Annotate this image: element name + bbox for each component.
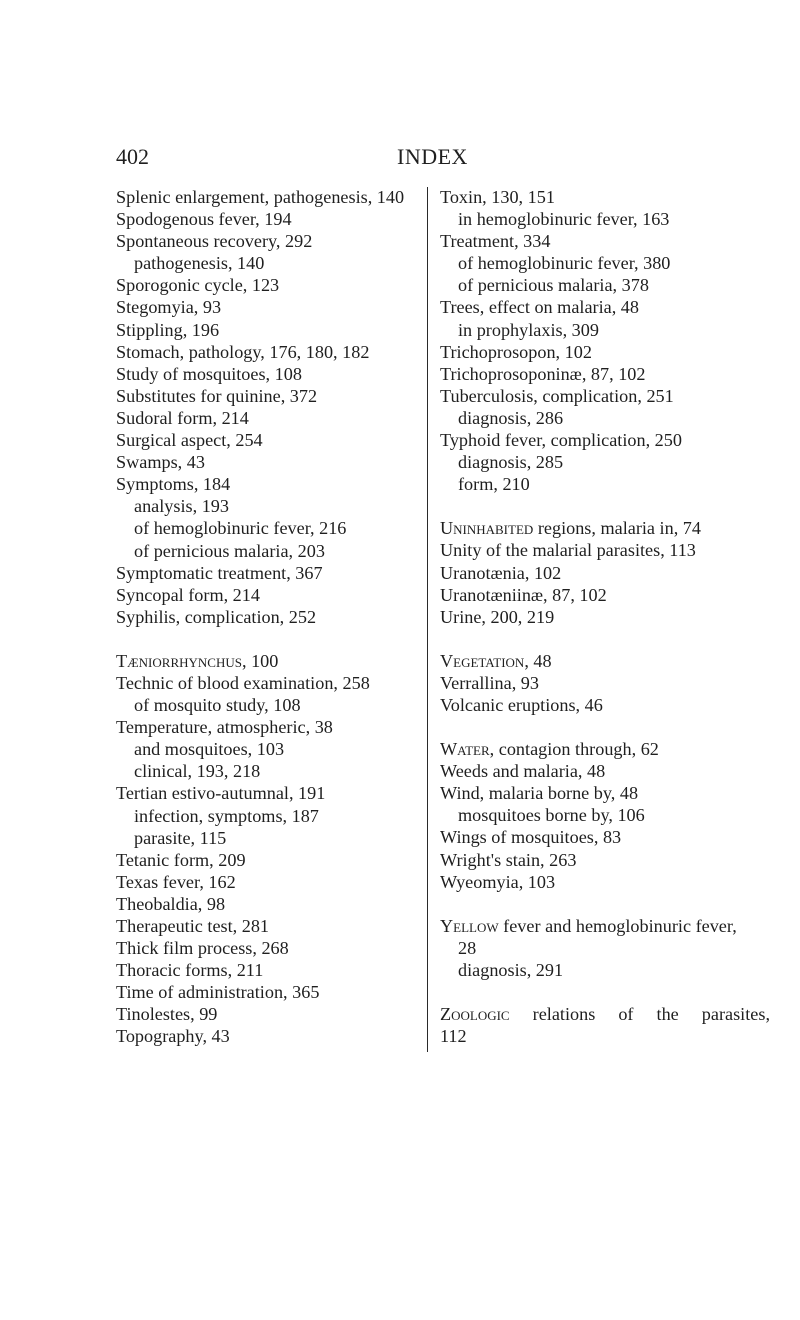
entry-text: Trichoprosoponinæ, 87, 102 (440, 363, 646, 384)
page-title: INDEX (397, 144, 468, 169)
entry-text: Uranotæniinæ, 87, 102 (440, 584, 607, 605)
index-entry (440, 1003, 770, 1025)
index-entry (116, 363, 436, 385)
index-entry (440, 385, 760, 407)
entry-text: Volcanic eruptions, 46 (440, 694, 603, 715)
index-entry (440, 782, 760, 804)
entry-text: of hemoglobinuric fever, 216 (134, 518, 347, 539)
entry-text: clinical, 193, 218 (134, 761, 261, 782)
entry-text: and mosquitoes, 103 (134, 739, 285, 760)
entry-text: Stegomyia, 93 (116, 297, 222, 318)
index-entry (116, 274, 436, 296)
entry-text: diagnosis, 286 (458, 407, 564, 428)
index-subentry (440, 208, 760, 230)
index-entry (116, 1003, 436, 1025)
entry-text: in hemoglobinuric fever, 163 (458, 209, 670, 230)
index-subentry (116, 517, 436, 539)
entry-text: Theobaldia, 98 (116, 893, 226, 914)
entry-text: Stomach, pathology, 176, 180, 182 (116, 341, 370, 362)
index-entry (440, 517, 760, 539)
index-entry (116, 893, 436, 915)
index-entry (440, 539, 760, 561)
entry-text: Sudoral form, 214 (116, 407, 249, 428)
index-entry (116, 319, 436, 341)
entry-text: form, 210 (458, 474, 530, 495)
index-column-left (116, 186, 436, 1048)
index-entry (116, 1025, 436, 1047)
index-entry (116, 606, 436, 628)
index-entry (440, 1025, 760, 1047)
entry-text: Spodogenous fever, 194 (116, 209, 292, 230)
section-gap (440, 893, 760, 915)
index-entry (440, 915, 760, 937)
section-gap (440, 981, 760, 1003)
index-entry (116, 208, 436, 230)
index-subentry (440, 937, 760, 959)
index-entry (116, 871, 436, 893)
entry-text: Tetanic form, 209 (116, 849, 246, 870)
index-subentry (440, 959, 760, 981)
entry-text: , 100 (241, 650, 279, 671)
entry-text: Urine, 200, 219 (440, 606, 555, 627)
entry-text: Spontaneous recovery, 292 (116, 231, 313, 252)
entry-text: Treatment, 334 (440, 231, 551, 252)
index-subentry (440, 319, 760, 341)
entry-text: in prophylaxis, 309 (458, 319, 599, 340)
index-entry (440, 738, 760, 760)
section-lead-word: Tæniorrhynchus (116, 650, 242, 671)
index-entry (440, 760, 760, 782)
entry-text: Uranotænia, 102 (440, 562, 562, 583)
entry-text: diagnosis, 291 (458, 959, 564, 980)
index-entry (116, 959, 436, 981)
index-entry (440, 672, 760, 694)
index-entry (440, 650, 760, 672)
section-lead-word: Water (440, 739, 490, 760)
index-subentry (116, 760, 436, 782)
entry-text: Symptomatic treatment, 367 (116, 562, 323, 583)
entry-text: Swamps, 43 (116, 452, 205, 473)
entry-text: Wyeomyia, 103 (440, 871, 556, 892)
index-entry (116, 429, 436, 451)
entry-text: Verrallina, 93 (440, 672, 539, 693)
index-entry (116, 716, 436, 738)
entry-text: regions, malaria in, 74 (533, 518, 701, 539)
entry-text: Wings of mosquitoes, 83 (440, 827, 622, 848)
entry-text: Syphilis, complication, 252 (116, 606, 317, 627)
index-entry (116, 849, 436, 871)
entry-text: 112 (440, 1026, 467, 1047)
entry-text: Syncopal form, 214 (116, 584, 260, 605)
entry-text: of hemoglobinuric fever, 380 (458, 253, 671, 274)
index-entry (116, 937, 436, 959)
entry-text: fever and hemoglobinuric fever, (498, 915, 737, 936)
entry-text: Typhoid fever, complication, 250 (440, 430, 682, 451)
index-entry (116, 672, 436, 694)
index-entry (116, 296, 436, 318)
index-entry (440, 296, 760, 318)
entry-text: Stippling, 196 (116, 319, 220, 340)
entry-text: Tuberculosis, complication, 251 (440, 385, 674, 406)
entry-text: Splenic enlargement, pathogenesis, 140 (116, 187, 405, 207)
entry-text: Tertian estivo-autumnal, 191 (116, 783, 326, 804)
index-entry (116, 650, 436, 672)
entry-text: mosquitoes borne by, 106 (458, 805, 645, 826)
entry-text: Sporogonic cycle, 123 (116, 275, 280, 296)
index-subentry (116, 540, 436, 562)
section-gap (440, 628, 760, 650)
entry-text: relations of the parasites, (509, 1004, 770, 1024)
entry-text: Substitutes for quinine, 372 (116, 385, 318, 406)
index-subentry (116, 738, 436, 760)
index-entry (440, 363, 760, 385)
entry-text: Tinolestes, 99 (116, 1004, 218, 1025)
index-entry (116, 981, 436, 1003)
index-subentry (440, 407, 760, 429)
entry-text: Thoracic forms, 211 (116, 960, 264, 981)
index-entry (116, 186, 436, 208)
index-entry (116, 341, 436, 363)
entry-text: , contagion through, 62 (489, 739, 659, 760)
section-lead-word: Uninhabited (440, 518, 534, 539)
index-entry (440, 429, 760, 451)
section-gap (440, 495, 760, 517)
entry-text: analysis, 193 (134, 496, 229, 517)
entry-text: of pernicious malaria, 203 (134, 540, 325, 561)
section-lead-word: Yellow (440, 915, 499, 936)
section-lead-word: Vegetation (440, 650, 525, 671)
page-number: 402 (116, 144, 149, 169)
entry-text: Toxin, 130, 151 (440, 187, 555, 207)
entry-text: Unity of the malarial parasites, 113 (440, 540, 696, 561)
section-lead-word: Zoologic (440, 1004, 510, 1024)
index-entry (440, 871, 760, 893)
entry-text: Weeds and malaria, 48 (440, 761, 606, 782)
entry-text: Trichoprosopon, 102 (440, 341, 592, 362)
index-column-right (440, 186, 770, 1047)
index-entry (440, 186, 760, 208)
entry-text: infection, symptoms, 187 (134, 805, 319, 826)
index-entry (116, 782, 436, 804)
entry-text: of mosquito study, 108 (134, 695, 301, 716)
index-subentry (116, 252, 436, 274)
index-entry (440, 341, 760, 363)
section-gap (116, 628, 436, 650)
entry-text: Thick film process, 268 (116, 938, 289, 959)
index-subentry (440, 473, 760, 495)
entry-text: Time of administration, 365 (116, 982, 320, 1003)
entry-text: of pernicious malaria, 378 (458, 275, 649, 296)
index-subentry (116, 694, 436, 716)
index-subentry (116, 827, 436, 849)
entry-text: Temperature, atmospheric, 38 (116, 717, 333, 738)
index-entry (440, 606, 760, 628)
index-subentry (440, 252, 760, 274)
index-entry (116, 562, 436, 584)
index-entry (440, 562, 760, 584)
column-divider (427, 187, 428, 1052)
entry-text: parasite, 115 (134, 827, 227, 848)
index-subentry (116, 495, 436, 517)
entry-text: 28 (458, 937, 477, 958)
index-subentry (116, 805, 436, 827)
index-subentry (440, 274, 760, 296)
section-gap (440, 716, 760, 738)
index-entry (440, 694, 760, 716)
index-entry (440, 584, 760, 606)
index-entry (440, 849, 760, 871)
entry-text: Topography, 43 (116, 1026, 230, 1047)
index-entry (116, 584, 436, 606)
index-entry (116, 407, 436, 429)
entry-text: , 48 (524, 650, 552, 671)
entry-text: Study of mosquitoes, 108 (116, 363, 302, 384)
index-entry (116, 915, 436, 937)
index-entry (116, 473, 436, 495)
entry-text: Texas fever, 162 (116, 871, 236, 892)
entry-text: Symptoms, 184 (116, 474, 231, 495)
entry-text: pathogenesis, 140 (134, 253, 265, 274)
entry-text: Therapeutic test, 281 (116, 916, 270, 936)
entry-text: Wind, malaria borne by, 48 (440, 783, 639, 804)
index-subentry (440, 451, 760, 473)
entry-text: Surgical aspect, 254 (116, 430, 263, 451)
index-entry (116, 451, 436, 473)
entry-text: Trees, effect on malaria, 48 (440, 297, 639, 318)
entry-text: diagnosis, 285 (458, 452, 564, 473)
index-entry (440, 230, 760, 252)
entry-text: Wright's stain, 263 (440, 849, 577, 870)
index-entry (116, 230, 436, 252)
index-subentry (440, 804, 760, 826)
entry-text: Technic of blood examination, 258 (116, 672, 370, 693)
index-entry (440, 826, 760, 848)
index-entry (116, 385, 436, 407)
